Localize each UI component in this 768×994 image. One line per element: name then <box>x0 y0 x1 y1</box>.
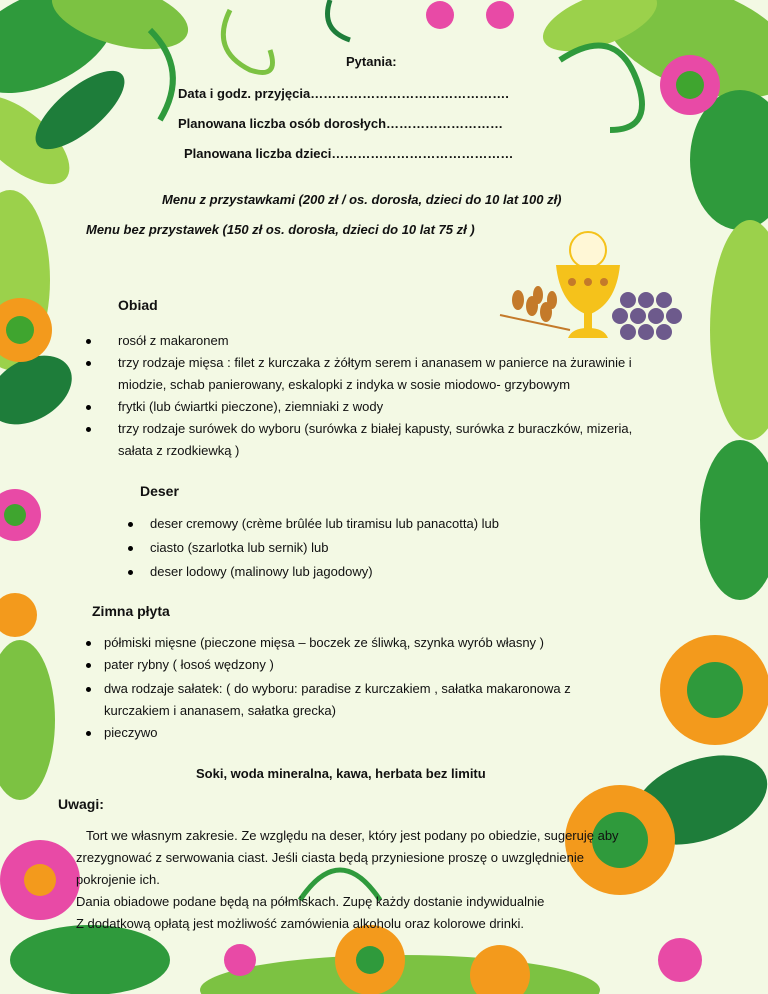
obiad-item: trzy rodzaje surówek do wyboru (surówka z białej kapusty, surówka z buraczków, mizeria, <box>118 421 633 436</box>
section-heading-obiad: Obiad <box>118 297 158 313</box>
bullet-icon <box>86 339 91 344</box>
deser-item: ciasto (szarlotka lub sernik) lub <box>150 540 329 555</box>
deser-item: deser cremowy (crème brûlée lub tiramisu lub panacotta) lub <box>150 516 499 531</box>
menu-with-starters: Menu z przystawkami (200 zł / os. dorosła, dzieci do 10 lat 100 zł) <box>162 192 562 207</box>
wheat-icon <box>500 286 570 330</box>
question-adults: Planowana liczba osób dorosłych……………………… <box>178 116 504 131</box>
questions-title: Pytania: <box>346 54 397 69</box>
uwagi-line: Dania obiadowe podane będą na półmiskach. Zupę każdy dostanie indywidualnie <box>76 894 545 909</box>
bullet-icon <box>86 687 91 692</box>
bullet-icon <box>86 641 91 646</box>
bullet-icon <box>128 522 133 527</box>
uwagi-line: Tort we własnym zakresie. Ze względu na deser, który jest podany po obiedzie, sugeruję aby <box>86 828 619 843</box>
bullet-icon <box>128 546 133 551</box>
bullet-icon <box>86 427 91 432</box>
bullet-icon <box>86 663 91 668</box>
zimna-item-continued: kurczakiem i ananasem, sałatka grecka) <box>104 703 336 718</box>
drinks-line: Soki, woda mineralna, kawa, herbata bez limitu <box>196 766 486 781</box>
zimna-item: pieczywo <box>104 725 158 740</box>
zimna-item: półmiski mięsne (pieczone mięsa – boczek ze śliwką, szynka wyrób własny ) <box>104 635 544 650</box>
section-heading-deser: Deser <box>140 483 179 499</box>
leaf-cluster-right <box>565 220 768 895</box>
bullet-icon <box>128 570 133 575</box>
question-children: Planowana liczba dzieci…………………………………… <box>184 146 514 161</box>
menu-without-starters: Menu bez przystawek (150 zł os. dorosła, dzieci do 10 lat 75 zł ) <box>86 222 475 237</box>
bullet-icon <box>86 405 91 410</box>
uwagi-line: pokrojenie ich. <box>76 872 160 887</box>
chalice-illustration <box>556 232 620 338</box>
obiad-item: trzy rodzaje mięsa : filet z kurczaka z żółtym serem i ananasem w panierce na żurawinie i <box>118 355 632 370</box>
deser-item: deser lodowy (malinowy lub jagodowy) <box>150 564 373 579</box>
section-heading-uwagi: Uwagi: <box>58 796 104 812</box>
obiad-item-continued: miodzie, schab panierowany, eskalopki z indyka w sosie miodowo- grzybowym <box>118 377 571 392</box>
bullet-icon <box>86 361 91 366</box>
question-date: Data i godz. przyjęcia………………………………………. <box>178 86 509 101</box>
section-heading-zimna-plyta: Zimna płyta <box>92 603 170 619</box>
grapes-icon <box>612 292 682 340</box>
uwagi-line: zrezygnować z serwowania ciast. Jeśli ciasta będą przyniesione proszę o uwzględnienie <box>76 850 584 865</box>
obiad-item: rosół z makaronem <box>118 333 229 348</box>
obiad-item-continued: sałata z rzodkiewką ) <box>118 443 240 458</box>
zimna-item: dwa rodzaje sałatek: ( do wyboru: paradise z kurczakiem , sałatka makaronowa z <box>104 681 571 696</box>
obiad-item: frytki (lub ćwiartki pieczone), ziemniaki z wody <box>118 399 384 414</box>
bullet-icon <box>86 731 91 736</box>
uwagi-line: Z dodatkową opłatą jest możliwość zamówienia alkoholu oraz kolorowe drinki. <box>76 916 524 931</box>
zimna-item: pater rybny ( łosoś wędzony ) <box>104 657 274 672</box>
